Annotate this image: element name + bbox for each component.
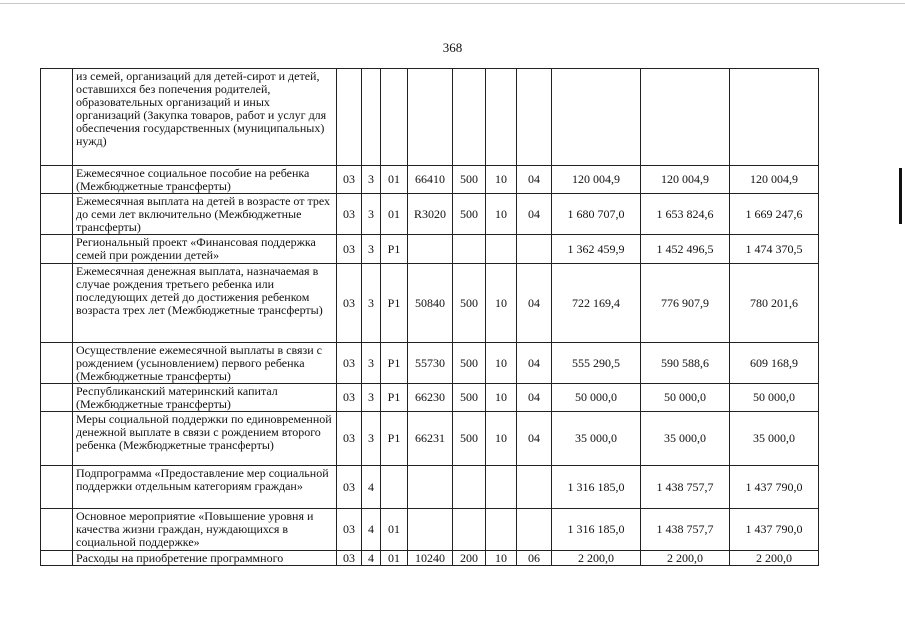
row-title: Ежемесячная выплата на детей в возрасте от трех до семи лет включительно (Межбюджетные трансферты): [73, 194, 337, 235]
type-code: [453, 466, 486, 509]
program-code: 01: [381, 166, 408, 194]
amount-year-3: 1 474 370,5: [730, 235, 819, 264]
item-code: [408, 69, 453, 166]
program-code: P1: [381, 343, 408, 384]
row-margin-cell: [41, 466, 73, 509]
row-title: Региональный проект «Финансовая поддержка семей при рождении детей»: [73, 235, 337, 264]
budget-table: [40, 68, 819, 566]
type-code: 500: [453, 384, 486, 412]
row-title: Основное мероприятие «Повышение уровня и качества жизни граждан, нуждающихся в социальной поддержке»: [73, 509, 337, 551]
amount-year-3: 780 201,6: [730, 264, 819, 343]
subfunc-code: 06: [517, 551, 552, 566]
func-code: 10: [486, 194, 517, 235]
item-code: 66410: [408, 166, 453, 194]
table-row: [41, 69, 819, 166]
subfunc-code: 04: [517, 264, 552, 343]
program-code: [381, 69, 408, 166]
func-code: 10: [486, 166, 517, 194]
scan-top-line: [0, 3, 905, 4]
amount-year-1: 50 000,0: [552, 384, 641, 412]
item-code: [408, 466, 453, 509]
amount-year-2: 590 588,6: [641, 343, 730, 384]
item-code: [408, 509, 453, 551]
amount-year-3: 2 200,0: [730, 551, 819, 566]
subsection-code: 3: [362, 235, 381, 264]
item-code: 55730: [408, 343, 453, 384]
func-code: [486, 509, 517, 551]
section-code: 03: [337, 194, 362, 235]
program-code: P1: [381, 235, 408, 264]
subfunc-code: 04: [517, 343, 552, 384]
row-margin-cell: [41, 166, 73, 194]
amount-year-1: 1 316 185,0: [552, 509, 641, 551]
type-code: 200: [453, 551, 486, 566]
program-code: 01: [381, 509, 408, 551]
amount-year-2: 776 907,9: [641, 264, 730, 343]
subsection-code: 4: [362, 551, 381, 566]
amount-year-2: 120 004,9: [641, 166, 730, 194]
type-code: [453, 235, 486, 264]
subsection-code: [362, 69, 381, 166]
row-margin-cell: [41, 509, 73, 551]
type-code: 500: [453, 264, 486, 343]
table-row: [41, 466, 819, 509]
section-code: 03: [337, 166, 362, 194]
func-code: 10: [486, 412, 517, 466]
amount-year-1: 2 200,0: [552, 551, 641, 566]
program-code: 01: [381, 194, 408, 235]
row-margin-cell: [41, 235, 73, 264]
row-title: Ежемесячное социальное пособие на ребенка (Межбюджетные трансферты): [73, 166, 337, 194]
section-code: 03: [337, 466, 362, 509]
subsection-code: 3: [362, 343, 381, 384]
amount-year-2: 2 200,0: [641, 551, 730, 566]
item-code: 10240: [408, 551, 453, 566]
subsection-code: 4: [362, 466, 381, 509]
section-code: 03: [337, 509, 362, 551]
func-code: [486, 466, 517, 509]
amount-year-3: 1 437 790,0: [730, 466, 819, 509]
type-code: [453, 69, 486, 166]
amount-year-1: [552, 69, 641, 166]
amount-year-1: 1 362 459,9: [552, 235, 641, 264]
func-code: 10: [486, 343, 517, 384]
func-code: [486, 69, 517, 166]
amount-year-3: 1 437 790,0: [730, 509, 819, 551]
func-code: 10: [486, 264, 517, 343]
subsection-code: 3: [362, 412, 381, 466]
program-code: P1: [381, 412, 408, 466]
amount-year-1: 1 316 185,0: [552, 466, 641, 509]
subsection-code: 4: [362, 509, 381, 551]
row-margin-cell: [41, 343, 73, 384]
amount-year-1: 35 000,0: [552, 412, 641, 466]
item-code: 66230: [408, 384, 453, 412]
program-code: [381, 466, 408, 509]
amount-year-2: 1 653 824,6: [641, 194, 730, 235]
table-row: [41, 551, 819, 566]
scan-edge-mark: [899, 168, 902, 224]
amount-year-1: 1 680 707,0: [552, 194, 641, 235]
subfunc-code: [517, 509, 552, 551]
amount-year-2: [641, 69, 730, 166]
table-row: [41, 384, 819, 412]
subsection-code: 3: [362, 384, 381, 412]
subsection-code: 3: [362, 194, 381, 235]
row-title: Ежемесячная денежная выплата, назначаемая в случае рождения третьего ребенка или последующих детей до достижения ребенком возраста трех лет (Межбюджетные трансферты): [73, 264, 337, 343]
type-code: [453, 509, 486, 551]
func-code: 10: [486, 551, 517, 566]
subsection-code: 3: [362, 264, 381, 343]
row-margin-cell: [41, 194, 73, 235]
table-row: [41, 264, 819, 343]
subfunc-code: 04: [517, 412, 552, 466]
amount-year-3: [730, 69, 819, 166]
program-code: P1: [381, 264, 408, 343]
row-title: Подпрограмма «Предоставление мер социальной поддержки отдельным категориям граждан»: [73, 466, 337, 509]
type-code: 500: [453, 194, 486, 235]
item-code: R3020: [408, 194, 453, 235]
func-code: 10: [486, 384, 517, 412]
section-code: 03: [337, 343, 362, 384]
amount-year-3: 609 168,9: [730, 343, 819, 384]
subfunc-code: 04: [517, 194, 552, 235]
row-title: Республиканский материнский капитал (Межбюджетные трансферты): [73, 384, 337, 412]
subfunc-code: 04: [517, 384, 552, 412]
section-code: 03: [337, 235, 362, 264]
subfunc-code: [517, 235, 552, 264]
item-code: [408, 235, 453, 264]
table-row: [41, 343, 819, 384]
table-row: [41, 509, 819, 551]
amount-year-3: 1 669 247,6: [730, 194, 819, 235]
item-code: 66231: [408, 412, 453, 466]
row-title: Расходы на приобретение программного: [73, 551, 337, 566]
type-code: 500: [453, 343, 486, 384]
amount-year-2: 1 452 496,5: [641, 235, 730, 264]
row-margin-cell: [41, 412, 73, 466]
type-code: 500: [453, 412, 486, 466]
amount-year-2: 35 000,0: [641, 412, 730, 466]
amount-year-2: 50 000,0: [641, 384, 730, 412]
row-title: Меры социальной поддержки по единовременной денежной выплате в связи с рождением второго ребенка (Межбюджетные трансферты): [73, 412, 337, 466]
amount-year-1: 722 169,4: [552, 264, 641, 343]
section-code: 03: [337, 412, 362, 466]
amount-year-3: 50 000,0: [730, 384, 819, 412]
item-code: 50840: [408, 264, 453, 343]
type-code: 500: [453, 166, 486, 194]
subsection-code: 3: [362, 166, 381, 194]
table-row: [41, 412, 819, 466]
program-code: P1: [381, 384, 408, 412]
section-code: [337, 69, 362, 166]
table-row: [41, 235, 819, 264]
row-margin-cell: [41, 69, 73, 166]
amount-year-1: 120 004,9: [552, 166, 641, 194]
table-body: [41, 69, 819, 566]
program-code: 01: [381, 551, 408, 566]
subfunc-code: 04: [517, 166, 552, 194]
amount-year-3: 35 000,0: [730, 412, 819, 466]
subfunc-code: [517, 69, 552, 166]
page-number: 368: [442, 40, 463, 55]
subfunc-code: [517, 466, 552, 509]
row-margin-cell: [41, 551, 73, 566]
section-code: 03: [337, 551, 362, 566]
func-code: [486, 235, 517, 264]
amount-year-1: 555 290,5: [552, 343, 641, 384]
amount-year-2: 1 438 757,7: [641, 509, 730, 551]
row-title: Осуществление ежемесячной выплаты в связи с рождением (усыновлением) первого ребенка (Межбюджетные трансферты): [73, 343, 337, 384]
section-code: 03: [337, 384, 362, 412]
row-margin-cell: [41, 384, 73, 412]
row-margin-cell: [41, 264, 73, 343]
amount-year-3: 120 004,9: [730, 166, 819, 194]
row-title: из семей, организаций для детей-сирот и детей, оставшихся без попечения родителей, образовательных организаций и иных организаций (Закупка товаров, работ и услуг для обеспечения государственных (муниципальных) нужд): [73, 69, 337, 166]
amount-year-2: 1 438 757,7: [641, 466, 730, 509]
table-row: [41, 194, 819, 235]
section-code: 03: [337, 264, 362, 343]
table-row: [41, 166, 819, 194]
